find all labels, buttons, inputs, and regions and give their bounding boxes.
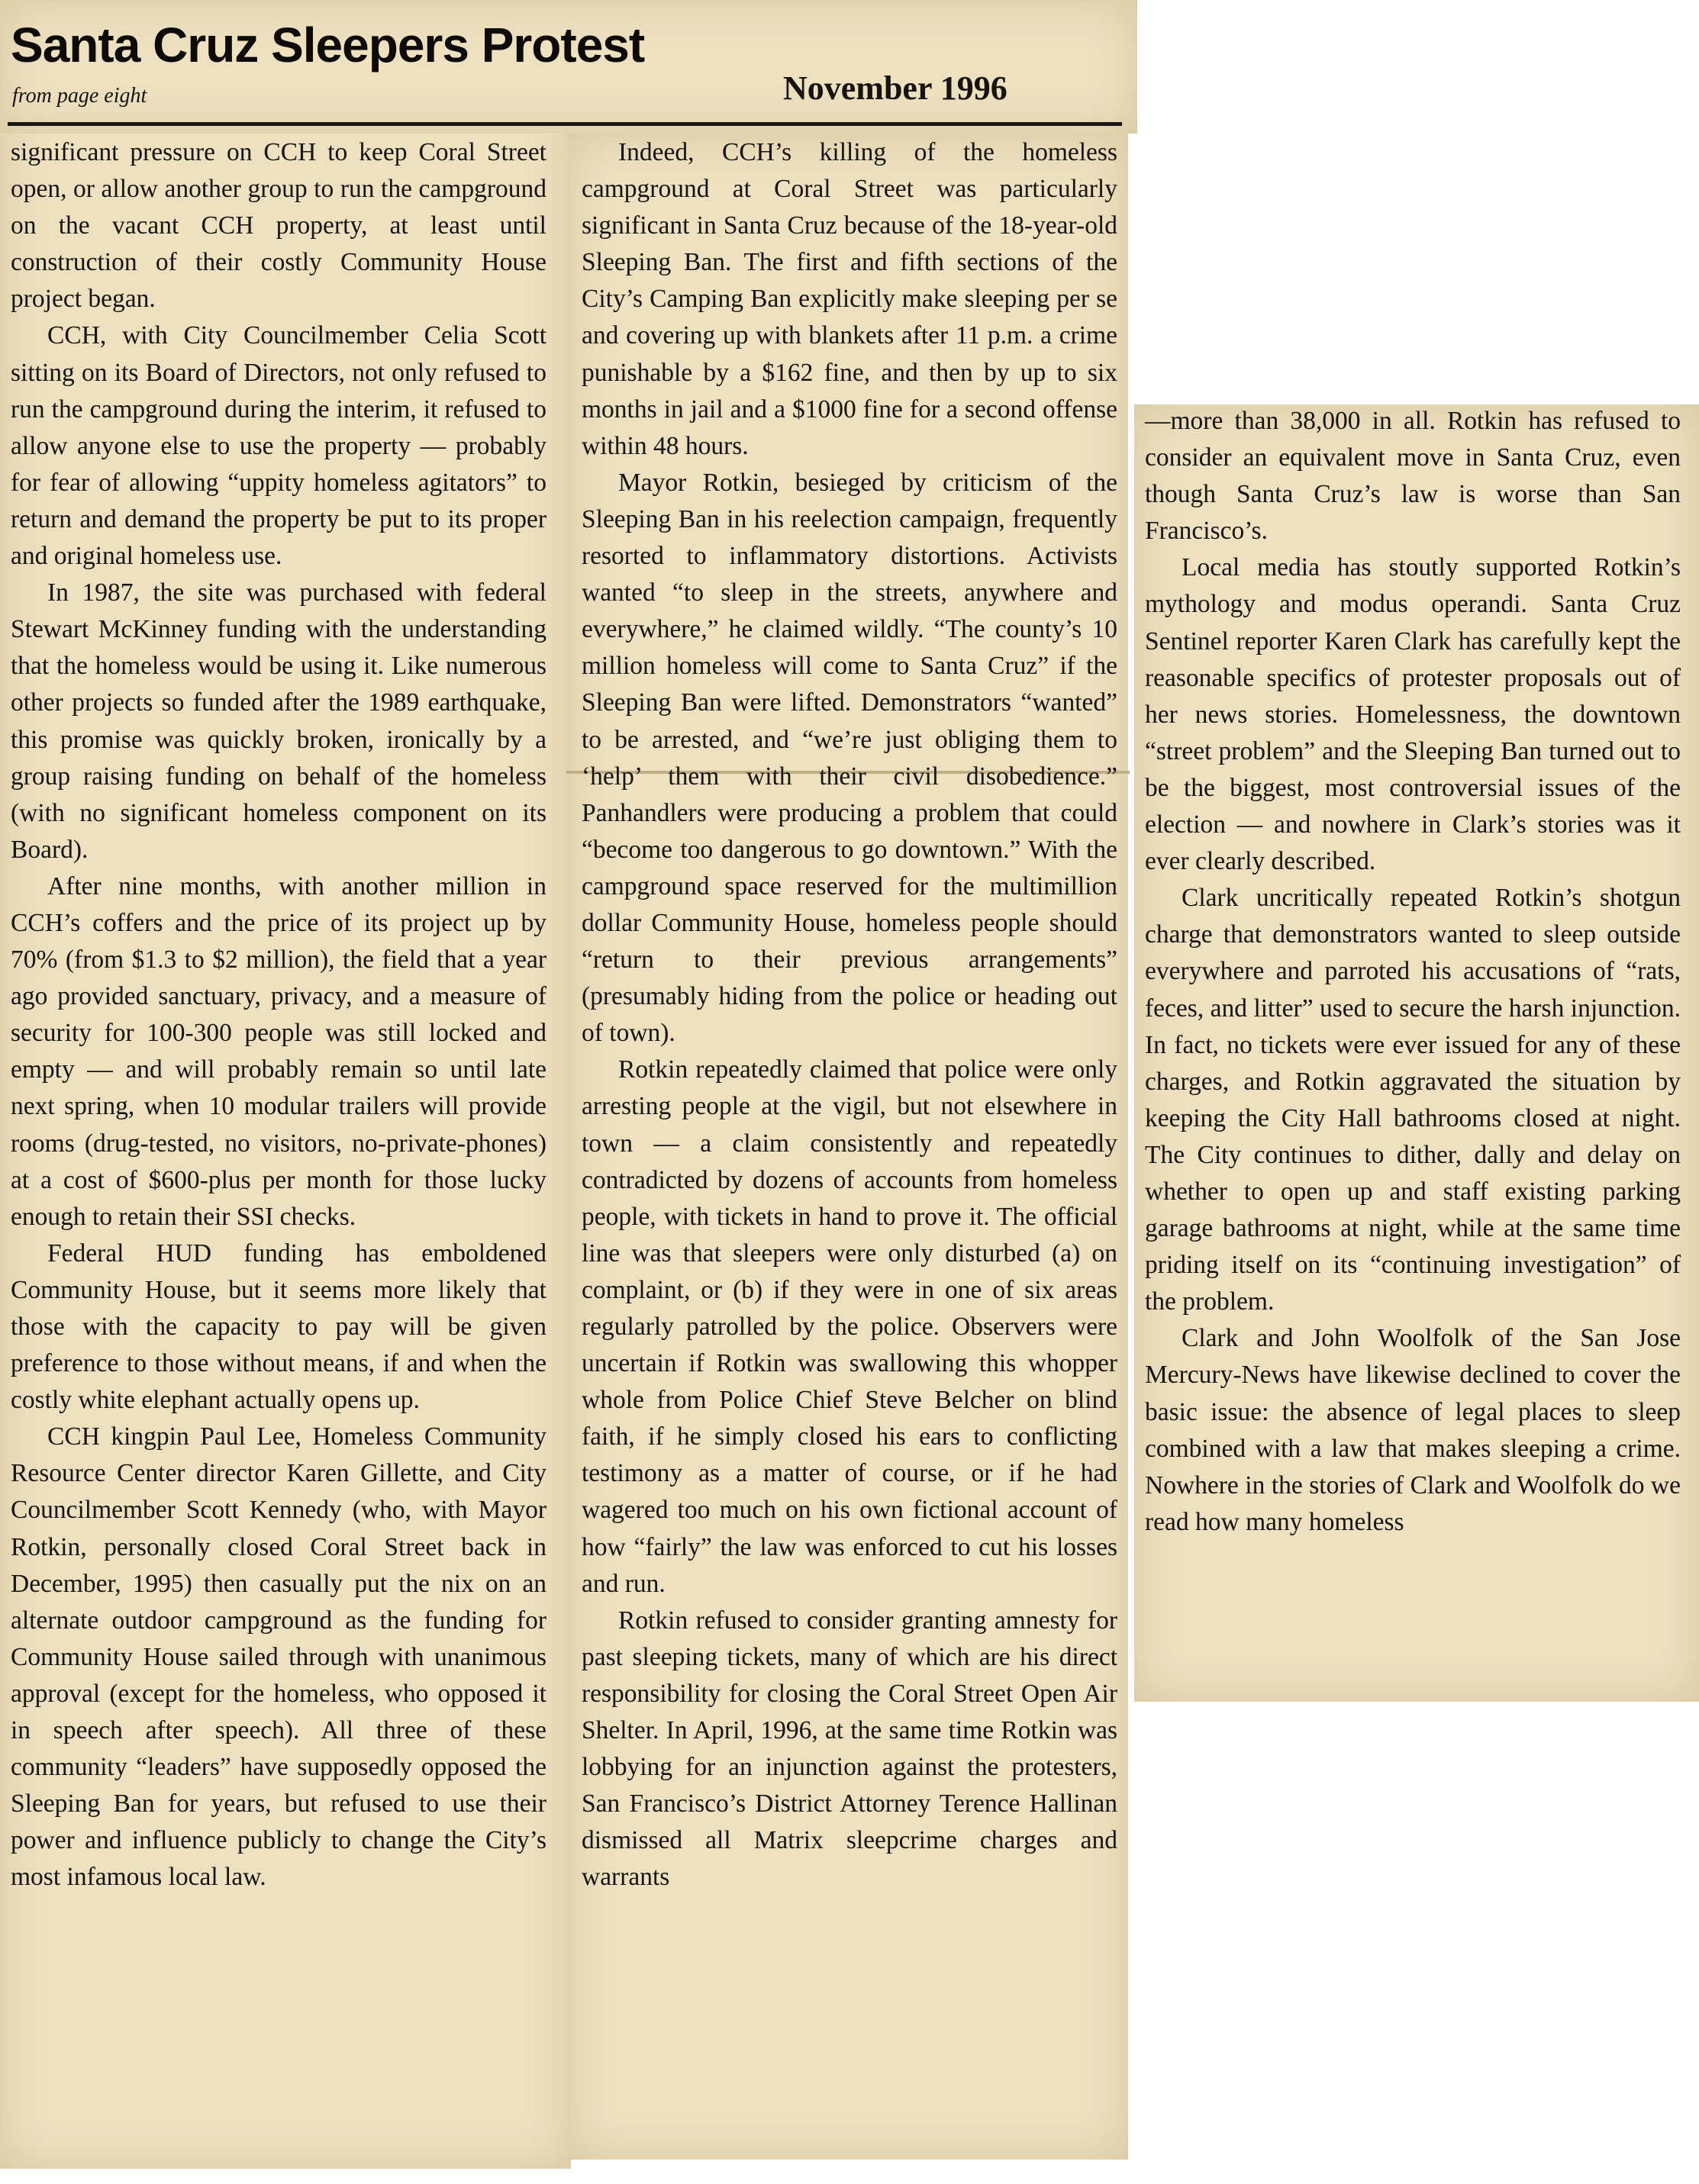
paragraph: CCH kingpin Paul Lee, Homeless Community Resource Center director Karen Gillette, and City Councilmember Scott Kennedy (who, with Mayor Rotkin, personally closed Coral Street back in December, 1995) then casually put the nix on an alternate outdoor campground as the funding for Community House sailed through with unanimous approval (except for the homeless, who opposed it in speech after speech). All three of these community “leaders” have supposedly opposed the Sleeping Ban for years, but refused to use their power and influence publicly to change the City’s most infamous local law.	[11, 1422, 546, 1892]
paragraph: Mayor Rotkin, besieged by criticism of the Sleeping Ban in his reelection campaign, frequently resorted to inflammatory distortions. Activists wanted “to sleep in the streets, anywhere and everywhere,” he claimed wildly. “The county’s 10 million homeless will come to Santa Cruz” if the Sleeping Ban were lifted. Demonstrators “wanted” to be arrested, and “we’re just obliging them to ‘help’ them with their civil disobedience.” Panhandlers were producing a problem that could “become too dangerous to go downtown.” With the campground space reserved for the multimillion dollar Community House, homeless people should “return to their previous arrangements” (presumably hiding from the police or heading out of town).	[582, 468, 1117, 1048]
paragraph: Federal HUD funding has emboldened Community House, but it seems more likely that those with the capacity to pay will be given preference to those without means, if and when the costly white elephant actually opens up.	[11, 1239, 546, 1415]
paragraph: Rotkin repeatedly claimed that police were only arresting people at the vigil, but not elsewhere in town — a claim consistently and repeatedly contradicted by dozens of accounts from homeless people, with tickets in hand to prove it. The official line was that sleepers were only disturbed (a) on complaint, or (b) if they were in one of six areas regularly patrolled by the police. Observers were uncertain if Rotkin was swallowing this whopper whole from Police Chief Steve Belcher on blind faith, if he simply closed his ears to conflicting testimony as a matter of course, or if he had wagered too much on his own fictional account of how “fairly” the law was enforced to cut his losses and run.	[582, 1055, 1117, 1598]
paragraph: significant pressure on CCH to keep Coral Street open, or allow another group to run the campground on the vacant CCH property, at least until construction of their costly Community House project began.	[11, 138, 546, 314]
article-column-3	[1145, 403, 1681, 1541]
paragraph: Clark uncritically repeated Rotkin’s shotgun charge that demonstrators wanted to sleep outside everywhere and parroted his accusations of “rats, feces, and litter” used to secure the harsh injunction. In fact, no tickets were ever issued for any of these charges, and Rotkin aggravated the situation by keeping the City Hall bathrooms closed at night. The City continues to dither, dally and delay on whether to open up and staff existing parking garage bathrooms at night, while at the same time priding itself on its “continuing investigation” of the problem.	[1145, 884, 1681, 1316]
paragraph: —more than 38,000 in all. Rotkin has refused to consider an equivalent move in Santa Cruz, even though Santa Cruz’s law is worse than San Francisco’s.	[1145, 407, 1681, 546]
paragraph: Local media has stoutly supported Rotkin’s mythology and modus operandi. Santa Cruz Sentinel reporter Karen Clark has carefully kept the reasonable specifics of protester proposals out of her news stories. Homelessness, the downtown “street problem” and the Sleeping Ban turned out to be the biggest, most controversial issues of the election — and nowhere in Clark’s stories was it ever clearly described.	[1145, 553, 1681, 876]
paragraph: After nine months, with another million in CCH’s coffers and the price of its project up by 70% (from $1.3 to $2 million), the field that a year ago provided sanctuary, privacy, and a measure of security for 100-300 people was still locked and empty — and will probably remain so until late next spring, when 10 modular trailers will provide rooms (drug-tested, no visitors, no-private-phones) at a cost of $600-plus per month for those lucky enough to retain their SSI checks.	[11, 871, 546, 1231]
article-column-1	[11, 134, 546, 1896]
paragraph: In 1987, the site was purchased with federal Stewart McKinney funding with the understanding that the homeless would be using it. Like numerous other projects so funded after the 1989 earthquake, this promise was quickly broken, ironically by a group raising funding on behalf of the homeless (with no significant homeless component on its Board).	[11, 578, 546, 864]
paragraph: CCH, with City Councilmember Celia Scott sitting on its Board of Directors, not only refused to run the campground during the interim, it refused to allow anyone else to use the property — probably for fear of allowing “uppity homeless agitators” to return and demand the property be put to its proper and original homeless use.	[11, 321, 546, 571]
paragraph: Indeed, CCH’s killing of the homeless campground at Coral Street was particularly significant in Santa Cruz because of the 18-year-old Sleeping Ban. The first and fifth sections of the City’s Camping Ban explicitly make sleeping per se and covering up with blankets after 11 p.m. a crime punishable by a $162 fine, and then by up to six months in jail and a $1000 fine for a second offense within 48 hours.	[582, 138, 1117, 460]
continued-from-label: from page eight	[12, 84, 147, 108]
header-rule	[8, 122, 1122, 126]
issue-date: November 1996	[783, 69, 1007, 107]
paragraph: Rotkin refused to consider granting amnesty for past sleeping tickets, many of which are his direct responsibility for closing the Coral Street Open Air Shelter. In April, 1996, at the same time Rotkin was lobbying for an injunction against the protesters, San Francisco’s District Attorney Terence Hallinan dismissed all Matrix sleepcrime charges and warrants	[582, 1606, 1117, 1892]
paragraph: Clark and John Woolfolk of the San Jose Mercury-News have likewise declined to cover the basic issue: the absence of legal places to sleep combined with a law that makes sleeping a crime. Nowhere in the stories of Clark and Woolfolk do we read how many homeless	[1145, 1324, 1681, 1536]
article-column-2	[582, 134, 1117, 1896]
headline: Santa Cruz Sleepers Protest	[11, 18, 645, 72]
